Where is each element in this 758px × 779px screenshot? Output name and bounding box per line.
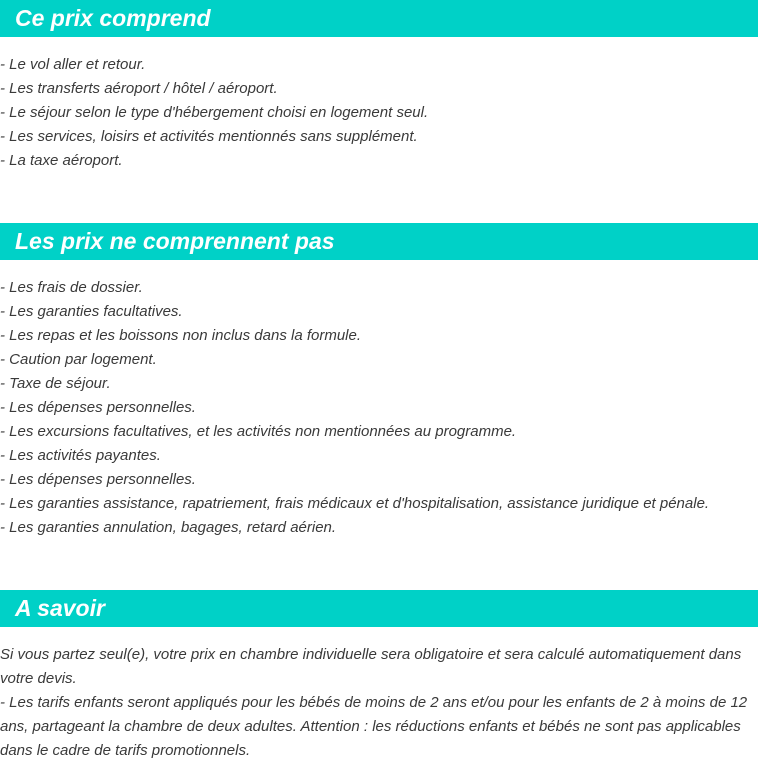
section-title-info: A savoir [15, 595, 105, 621]
list-item: - La taxe aéroport. [0, 152, 123, 169]
includes-list [0, 53, 758, 173]
list-item: - Les dépenses personnelles. [0, 471, 196, 488]
list-item: - Les garanties annulation, bagages, retard aérien. [0, 519, 337, 536]
list-item: - Caution par logement. [0, 351, 157, 368]
list-item: - Le vol aller et retour. [0, 56, 146, 73]
list-item: - Les garanties facultatives. [0, 303, 183, 320]
list-item: - Le séjour selon le type d'hébergement choisi en logement seul. [0, 104, 429, 121]
section-header-excludes [0, 223, 758, 260]
section-title-excludes: Les prix ne comprennent pas [15, 228, 335, 254]
list-item: - Les garanties assistance, rapatriement, frais médicaux et d'hospitalisation, assistance juridique et pénale. [0, 495, 710, 512]
list-item: - Les services, loisirs et activités mentionnés sans supplément. [0, 128, 418, 145]
info-paragraph: - Les tarifs enfants seront appliqués pour les bébés de moins de 2 ans et/ou pour les enfants de 2 à moins de 12 ans, partageant la chambre de deux adultes. Attention : les réductions enfants et bébés ne sont pas applicables dans le cadre de tarifs promotionnels. [0, 694, 748, 759]
list-item: - Les repas et les boissons non inclus dans la formule. [0, 327, 362, 344]
list-item: - Les excursions facultatives, et les activités non mentionnées au programme. [0, 423, 517, 440]
list-item: - Taxe de séjour. [0, 375, 111, 392]
list-item: - Les transferts aéroport / hôtel / aéroport. [0, 80, 278, 97]
excludes-list [0, 276, 758, 540]
section-header-includes [0, 0, 758, 37]
list-item: - Les dépenses personnelles. [0, 399, 196, 416]
info-text [0, 643, 758, 763]
section-header-info [0, 590, 758, 627]
list-item: - Les frais de dossier. [0, 279, 143, 296]
list-item: - Les activités payantes. [0, 447, 161, 464]
section-title-includes: Ce prix comprend [15, 5, 211, 31]
info-paragraph: Si vous partez seul(e), votre prix en chambre individuelle sera obligatoire et sera calculé automatiquement dans votre devis. [0, 646, 742, 687]
